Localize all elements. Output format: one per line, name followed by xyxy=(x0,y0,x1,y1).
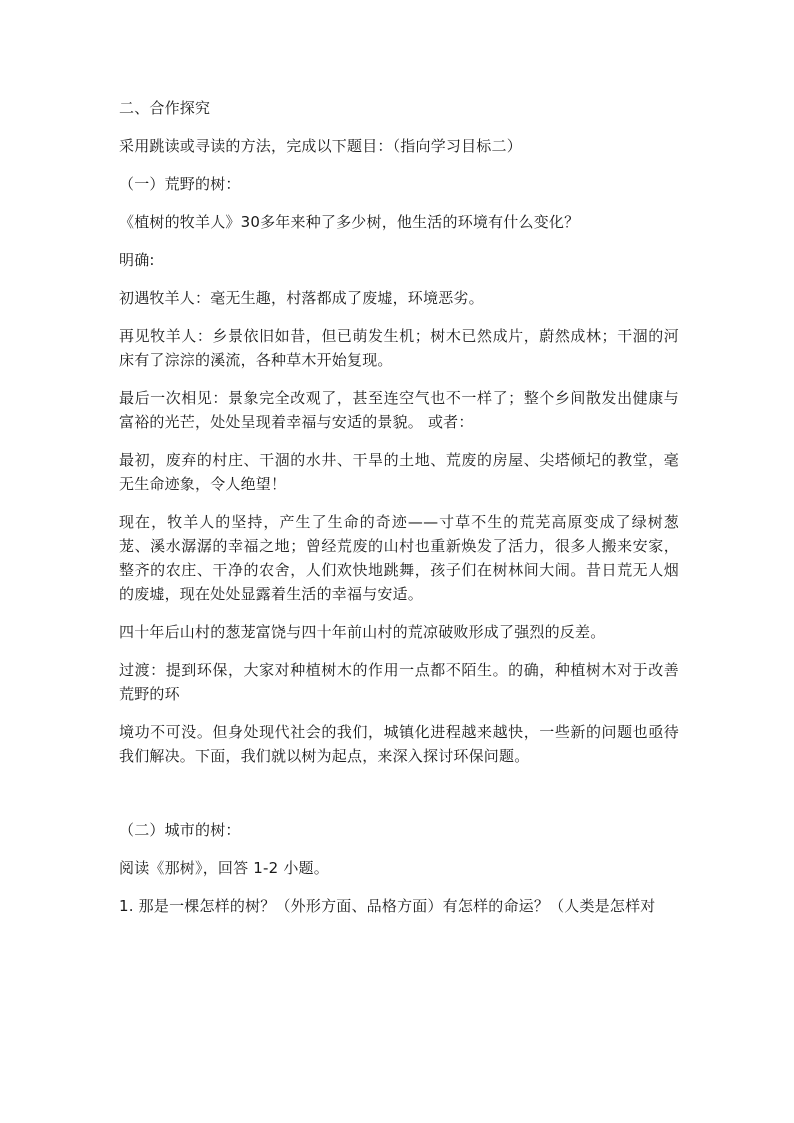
document-body xyxy=(119,96,679,932)
question-shepherd: 《植树的牧羊人》30多年来种了多少树，他生活的环境有什么变化？ xyxy=(119,213,580,231)
answer-contrast: 四十年后山村的葱茏富饶与四十年前山村的荒凉破败形成了强烈的反差。 xyxy=(119,623,606,641)
answer-now: 现在，牧羊人的坚持，产生了生命的奇迹——寸草不生的荒芜高原变成了绿树葱茏、溪水潺潺的幸福之地；曾经荒废的山村也重新焕发了活力，很多人搬来安家，整齐的农庄、干净的农舍，人们欢快地跳舞，孩子们在树林间大闹。昔日荒无人烟的废墟，现在处处显露着生活的幸福与安适。 xyxy=(119,513,679,603)
transition-text-part1: 过渡：提到环保，大家对种植树木的作用一点都不陌生。的确，种植树木对于改善荒野的环 xyxy=(119,661,679,703)
answer-label: 明确: xyxy=(119,251,155,269)
section-heading: 二、合作探究 xyxy=(119,99,211,117)
transition-text-part2: 境功不可没。但身处现代社会的我们，城镇化进程越来越快，一些新的问题也亟待我们解决。下面，我们就以树为起点，来深入探讨环保问题。 xyxy=(119,723,679,765)
answer-initially: 最初，废弃的村庄、干涸的水井、干旱的土地、荒废的房屋、尖塔倾圮的教堂，毫无生命迹象，令人绝望！ xyxy=(119,451,679,493)
reading-instruction: 阅读《那树》，回答 1-2 小题。 xyxy=(119,859,329,877)
blank-spacer xyxy=(119,782,679,818)
instruction-text: 采用跳读或寻读的方法，完成以下题目：（指向学习目标二） xyxy=(119,137,522,155)
question-city-1: 1. 那是一棵怎样的树？（外形方面、品格方面）有怎样的命运？（人类是怎样对 xyxy=(119,897,656,915)
answer-first-meet: 初遇牧羊人：毫无生趣，村落都成了废墟，环境恶劣。 xyxy=(119,289,484,307)
answer-second-meet: 再见牧羊人：乡景依旧如昔，但已萌发生机；树木已然成片，蔚然成林；干涸的河床有了淙淙的溪流，各种草木开始复现。 xyxy=(119,327,679,369)
answer-last-meet: 最后一次相见：景象完全改观了，甚至连空气也不一样了；整个乡间散发出健康与富裕的光芒，处处呈现着幸福与安适的景貌。 或者： xyxy=(119,389,679,431)
subsection-heading-city-trees: （二）城市的树： xyxy=(119,821,241,839)
subsection-heading-wild-trees: （一）荒野的树： xyxy=(119,175,241,193)
